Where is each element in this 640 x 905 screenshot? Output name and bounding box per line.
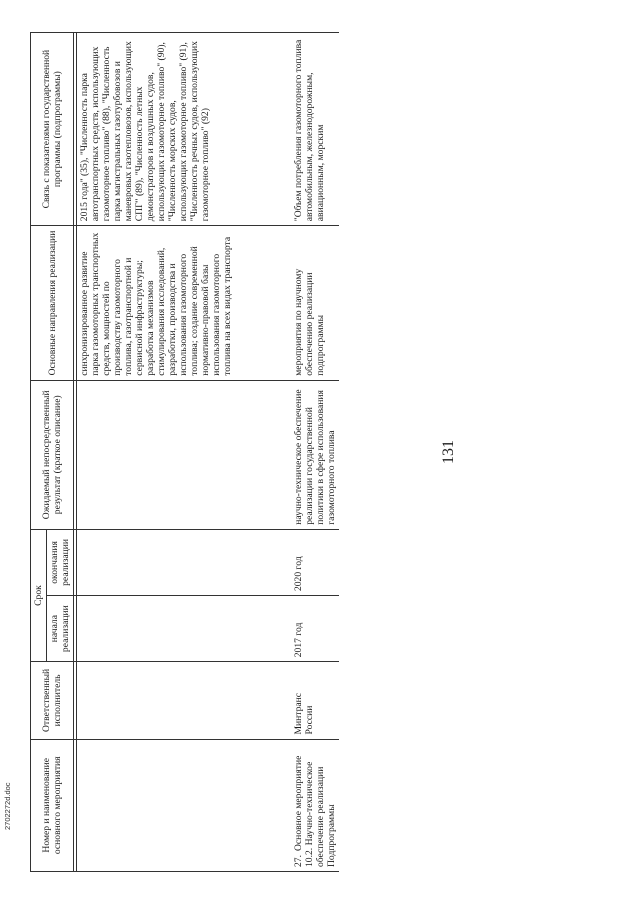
row27-directions: мероприятия по научному обеспечению реализации подпрограммы xyxy=(291,226,339,381)
table-row-27 xyxy=(291,33,339,872)
row27-expected-result: научно-техническое обеспечение реализации государственной политики в сфере использования газомоторного топлива xyxy=(291,380,339,529)
header-term-end: окончания реализации xyxy=(47,529,74,595)
row27-name-cell xyxy=(291,739,339,871)
header-term-start: начала реализации xyxy=(47,596,74,662)
measures-table xyxy=(30,32,339,872)
continued-link: 2015 года" (35), "Численность парка автотранспортных средств, использующих газомоторное топливо" (88), "Численность парка магистральных газотурбовозов и маневровых газотепловозов, использующих СПГ" (89), "Численность летных демонстраторов и воздушных судов, использующих газомоторное топливо" (90), "Численность морских судов, использующих газомоторное топливо" (91), "Численность речных судов, использующих газомоторное топливо" (92) xyxy=(77,33,292,226)
continued-directions: синхронизированное развитие парка газомоторных транспортных средств, мощностей по производству газомоторного топлива, газотранспортной и сервисной инфраструктуры; разработка механизмов стимулирования исследований, разработки, производства и использования газомоторного топлива; создание современной нормативно-правовой базы использования газомоторного топлива на всех видах транспорта xyxy=(77,226,292,381)
header-directions: Основные направления реализации xyxy=(31,226,74,381)
header-number-name: Номер и наименование основного мероприятия xyxy=(31,739,74,871)
row27-end: 2020 год xyxy=(291,529,339,595)
header-responsible: Ответственный исполнитель xyxy=(31,662,74,739)
document-id: 2702272d.doc xyxy=(3,782,12,830)
page-number: 131 xyxy=(440,440,457,464)
row27-start: 2017 год xyxy=(291,596,339,662)
rotated-page xyxy=(30,32,610,872)
header-link: Связь с показателями государственной программы (подпрограммы) xyxy=(31,33,74,226)
row27-link: "Объем потребления газомоторного топлива автомобильным, железнодорожным, авиационным, морским xyxy=(291,33,339,226)
row27-number: 27. xyxy=(293,855,304,867)
continued-row xyxy=(77,33,292,872)
row27-responsible: Минтранс России xyxy=(291,662,339,739)
header-expected-result: Ожидаемый непосредственный результат (краткое описание) xyxy=(31,380,74,529)
header-row xyxy=(31,33,47,872)
row27-name: Основное мероприятие 10.2. Научно-техническое обеспечение реализации Подпрограммы xyxy=(293,755,337,867)
header-term: Срок xyxy=(31,529,47,661)
